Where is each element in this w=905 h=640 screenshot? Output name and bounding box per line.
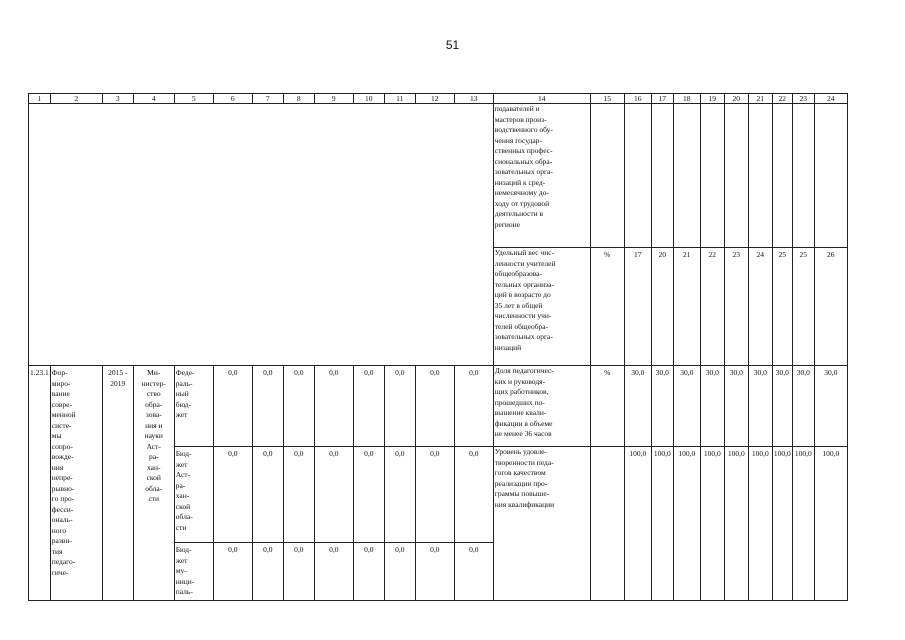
value-cell: 24 <box>748 248 772 366</box>
value-cell <box>673 104 700 248</box>
amount-cell: 0,0 <box>213 543 252 601</box>
amount-cell: 0,0 <box>213 366 252 447</box>
activity-name: Фор- миро- вание совре- менной систе- мы сопро- вожде- ния непре- рывно- го про- фесси- ональ- ного разви- тия педаго- гиче- <box>50 366 102 601</box>
funding-source: Бюд- жет му- ници- паль- <box>174 543 213 601</box>
value-cell: 30,0 <box>724 366 748 447</box>
column-number: 22 <box>772 94 792 104</box>
value-cell: 21 <box>673 248 700 366</box>
column-number: 1 <box>29 94 51 104</box>
column-number: 7 <box>252 94 283 104</box>
unit-cell: % <box>590 366 624 447</box>
value-cell: 30,0 <box>673 366 700 447</box>
column-number: 12 <box>415 94 454 104</box>
activity-executor: Ми- нистер- ство обра- зова- ния и науки Аст- ра- хан- ской обла- сти <box>133 366 174 601</box>
value-cell: 30,0 <box>624 366 651 447</box>
column-number: 16 <box>624 94 651 104</box>
amount-cell: 0,0 <box>415 366 454 447</box>
column-number: 6 <box>213 94 252 104</box>
value-cell <box>700 104 724 248</box>
activity-code: 1.23.1 <box>29 366 51 601</box>
column-number: 19 <box>700 94 724 104</box>
column-number: 4 <box>133 94 174 104</box>
value-cell: 100,0 <box>700 447 724 601</box>
value-cell: 100,0 <box>772 447 792 601</box>
column-number: 21 <box>748 94 772 104</box>
value-cell <box>651 104 673 248</box>
program-table <box>28 93 848 601</box>
amount-cell: 0,0 <box>252 366 283 447</box>
value-cell: 25 <box>792 248 814 366</box>
amount-cell: 0,0 <box>415 447 454 543</box>
column-number: 10 <box>353 94 384 104</box>
unit-cell: % <box>590 248 624 366</box>
amount-cell: 0,0 <box>384 543 415 601</box>
amount-cell: 0,0 <box>353 366 384 447</box>
column-number: 8 <box>283 94 314 104</box>
value-cell: 100,0 <box>724 447 748 601</box>
column-number: 18 <box>673 94 700 104</box>
amount-cell: 0,0 <box>353 543 384 601</box>
amount-cell: 0,0 <box>384 447 415 543</box>
column-number: 20 <box>724 94 748 104</box>
amount-cell: 0,0 <box>353 447 384 543</box>
value-cell: 100,0 <box>792 447 814 601</box>
value-cell <box>772 104 792 248</box>
indicator-text: Удельный вес чис- ленности учителей общеобразова- тельных организа- ций в возрасте до 35 лет в общей численности учи- телей общеобра- зовательных орга- низаций <box>493 248 590 366</box>
value-cell: 20 <box>651 248 673 366</box>
column-number: 14 <box>493 94 590 104</box>
column-number: 3 <box>102 94 133 104</box>
value-cell: 100,0 <box>624 447 651 601</box>
funding-source: Бюд- жет Аст- ра- хан- ской обла- сти <box>174 447 213 543</box>
value-cell: 30,0 <box>772 366 792 447</box>
amount-cell: 0,0 <box>384 366 415 447</box>
column-number: 11 <box>384 94 415 104</box>
value-cell: 30,0 <box>814 366 847 447</box>
indicator-text: подавателей и мастеров произ- водственного обу- чения государ- ственных профес- сиональных обра- зовательных орга- низаций к сред- немесячному до- ходу от трудовой деятельности в регионе <box>493 104 590 248</box>
value-cell <box>748 104 772 248</box>
value-cell: 100,0 <box>651 447 673 601</box>
indicator-text: Доля педагогичес- ких и руководя- щих работников, прошедших по- вышение квали- фикации в объеме не менее 36 часов <box>493 366 590 447</box>
amount-cell: 0,0 <box>454 543 493 601</box>
column-number: 2 <box>50 94 102 104</box>
unit-cell <box>590 447 624 601</box>
amount-cell: 0,0 <box>213 447 252 543</box>
column-number: 15 <box>590 94 624 104</box>
value-cell: 26 <box>814 248 847 366</box>
page-number: 51 <box>445 38 460 52</box>
table-row <box>29 104 848 248</box>
column-number: 13 <box>454 94 493 104</box>
amount-cell: 0,0 <box>415 543 454 601</box>
column-number: 9 <box>314 94 353 104</box>
value-cell: 30,0 <box>700 366 724 447</box>
value-cell: 25 <box>772 248 792 366</box>
value-cell: 23 <box>724 248 748 366</box>
amount-cell: 0,0 <box>252 543 283 601</box>
column-number: 23 <box>792 94 814 104</box>
column-number: 24 <box>814 94 847 104</box>
value-cell: 30,0 <box>792 366 814 447</box>
value-cell <box>814 104 847 248</box>
funding-source: Феде- раль- ный бюд- жет <box>174 366 213 447</box>
table-row <box>29 366 848 447</box>
value-cell: 100,0 <box>748 447 772 601</box>
value-cell <box>724 104 748 248</box>
value-cell <box>624 104 651 248</box>
amount-cell: 0,0 <box>314 543 353 601</box>
amount-cell: 0,0 <box>454 366 493 447</box>
column-number-row <box>29 94 848 104</box>
amount-cell: 0,0 <box>454 447 493 543</box>
amount-cell: 0,0 <box>283 366 314 447</box>
value-cell <box>792 104 814 248</box>
amount-cell: 0,0 <box>283 447 314 543</box>
column-number: 17 <box>651 94 673 104</box>
value-cell: 100,0 <box>814 447 847 601</box>
value-cell: 30,0 <box>748 366 772 447</box>
value-cell: 30,0 <box>651 366 673 447</box>
value-cell: 17 <box>624 248 651 366</box>
amount-cell: 0,0 <box>252 447 283 543</box>
amount-cell: 0,0 <box>314 366 353 447</box>
amount-cell: 0,0 <box>314 447 353 543</box>
empty-measure-cell <box>29 104 494 366</box>
column-number: 5 <box>174 94 213 104</box>
indicator-text: Уровень удовле- творенности педа- гогов качеством реализации про- граммы повыше- ния квалификации <box>493 447 590 601</box>
activity-period: 2015 - 2019 <box>102 366 133 601</box>
unit-cell <box>590 104 624 248</box>
value-cell: 100,0 <box>673 447 700 601</box>
amount-cell: 0,0 <box>283 543 314 601</box>
value-cell: 22 <box>700 248 724 366</box>
